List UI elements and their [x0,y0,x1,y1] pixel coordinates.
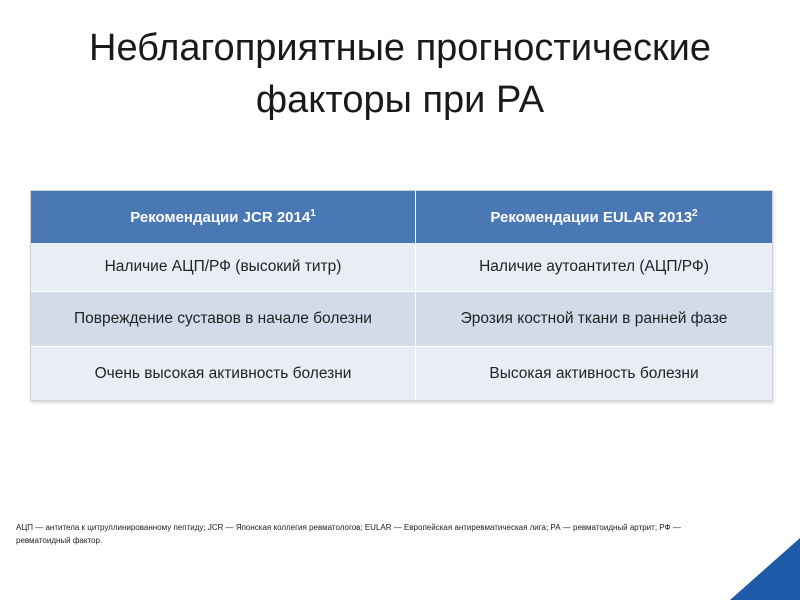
header-eular-footnote-ref: 2 [692,207,698,219]
corner-triangle-decoration [730,538,800,600]
table-row [31,243,772,292]
header-jcr: Рекомендации JCR 2014$^1$ [31,191,416,243]
abbreviations-footnote: АЦП — антитела к цитруллинированному пептиду; JCR — Японская коллегия ревматологов; EULAR — Европейская антиревматическая лига; РА — ревматоидный артрит; РФ — ревматоидный фактор. [16,523,681,545]
table-cell: Наличие аутоантител (АЦП/РФ) [416,243,773,292]
title-line-1: Неблагоприятные прогностические [89,27,711,69]
table-header-row [31,191,772,243]
header-eular: Рекомендации EULAR 2013$^2$ [416,191,773,243]
table-cell: Очень высокая активность болезни [31,347,416,401]
table-cell: Высокая активность болезни [416,347,773,401]
header-jcr-footnote-ref: 1 [310,207,316,219]
page-title [40,22,760,126]
table-row [31,292,772,347]
table-cell: Повреждение суставов в начале болезни [31,292,416,347]
title-line-2: факторы при РА [255,79,545,121]
table-cell: Наличие АЦП/РФ (высокий титр) [31,243,416,292]
table-cell: Эрозия костной ткани в ранней фазе [416,292,773,347]
corner-triangle [730,538,800,600]
prognostic-factors-table [30,190,773,401]
table-row [31,347,772,401]
